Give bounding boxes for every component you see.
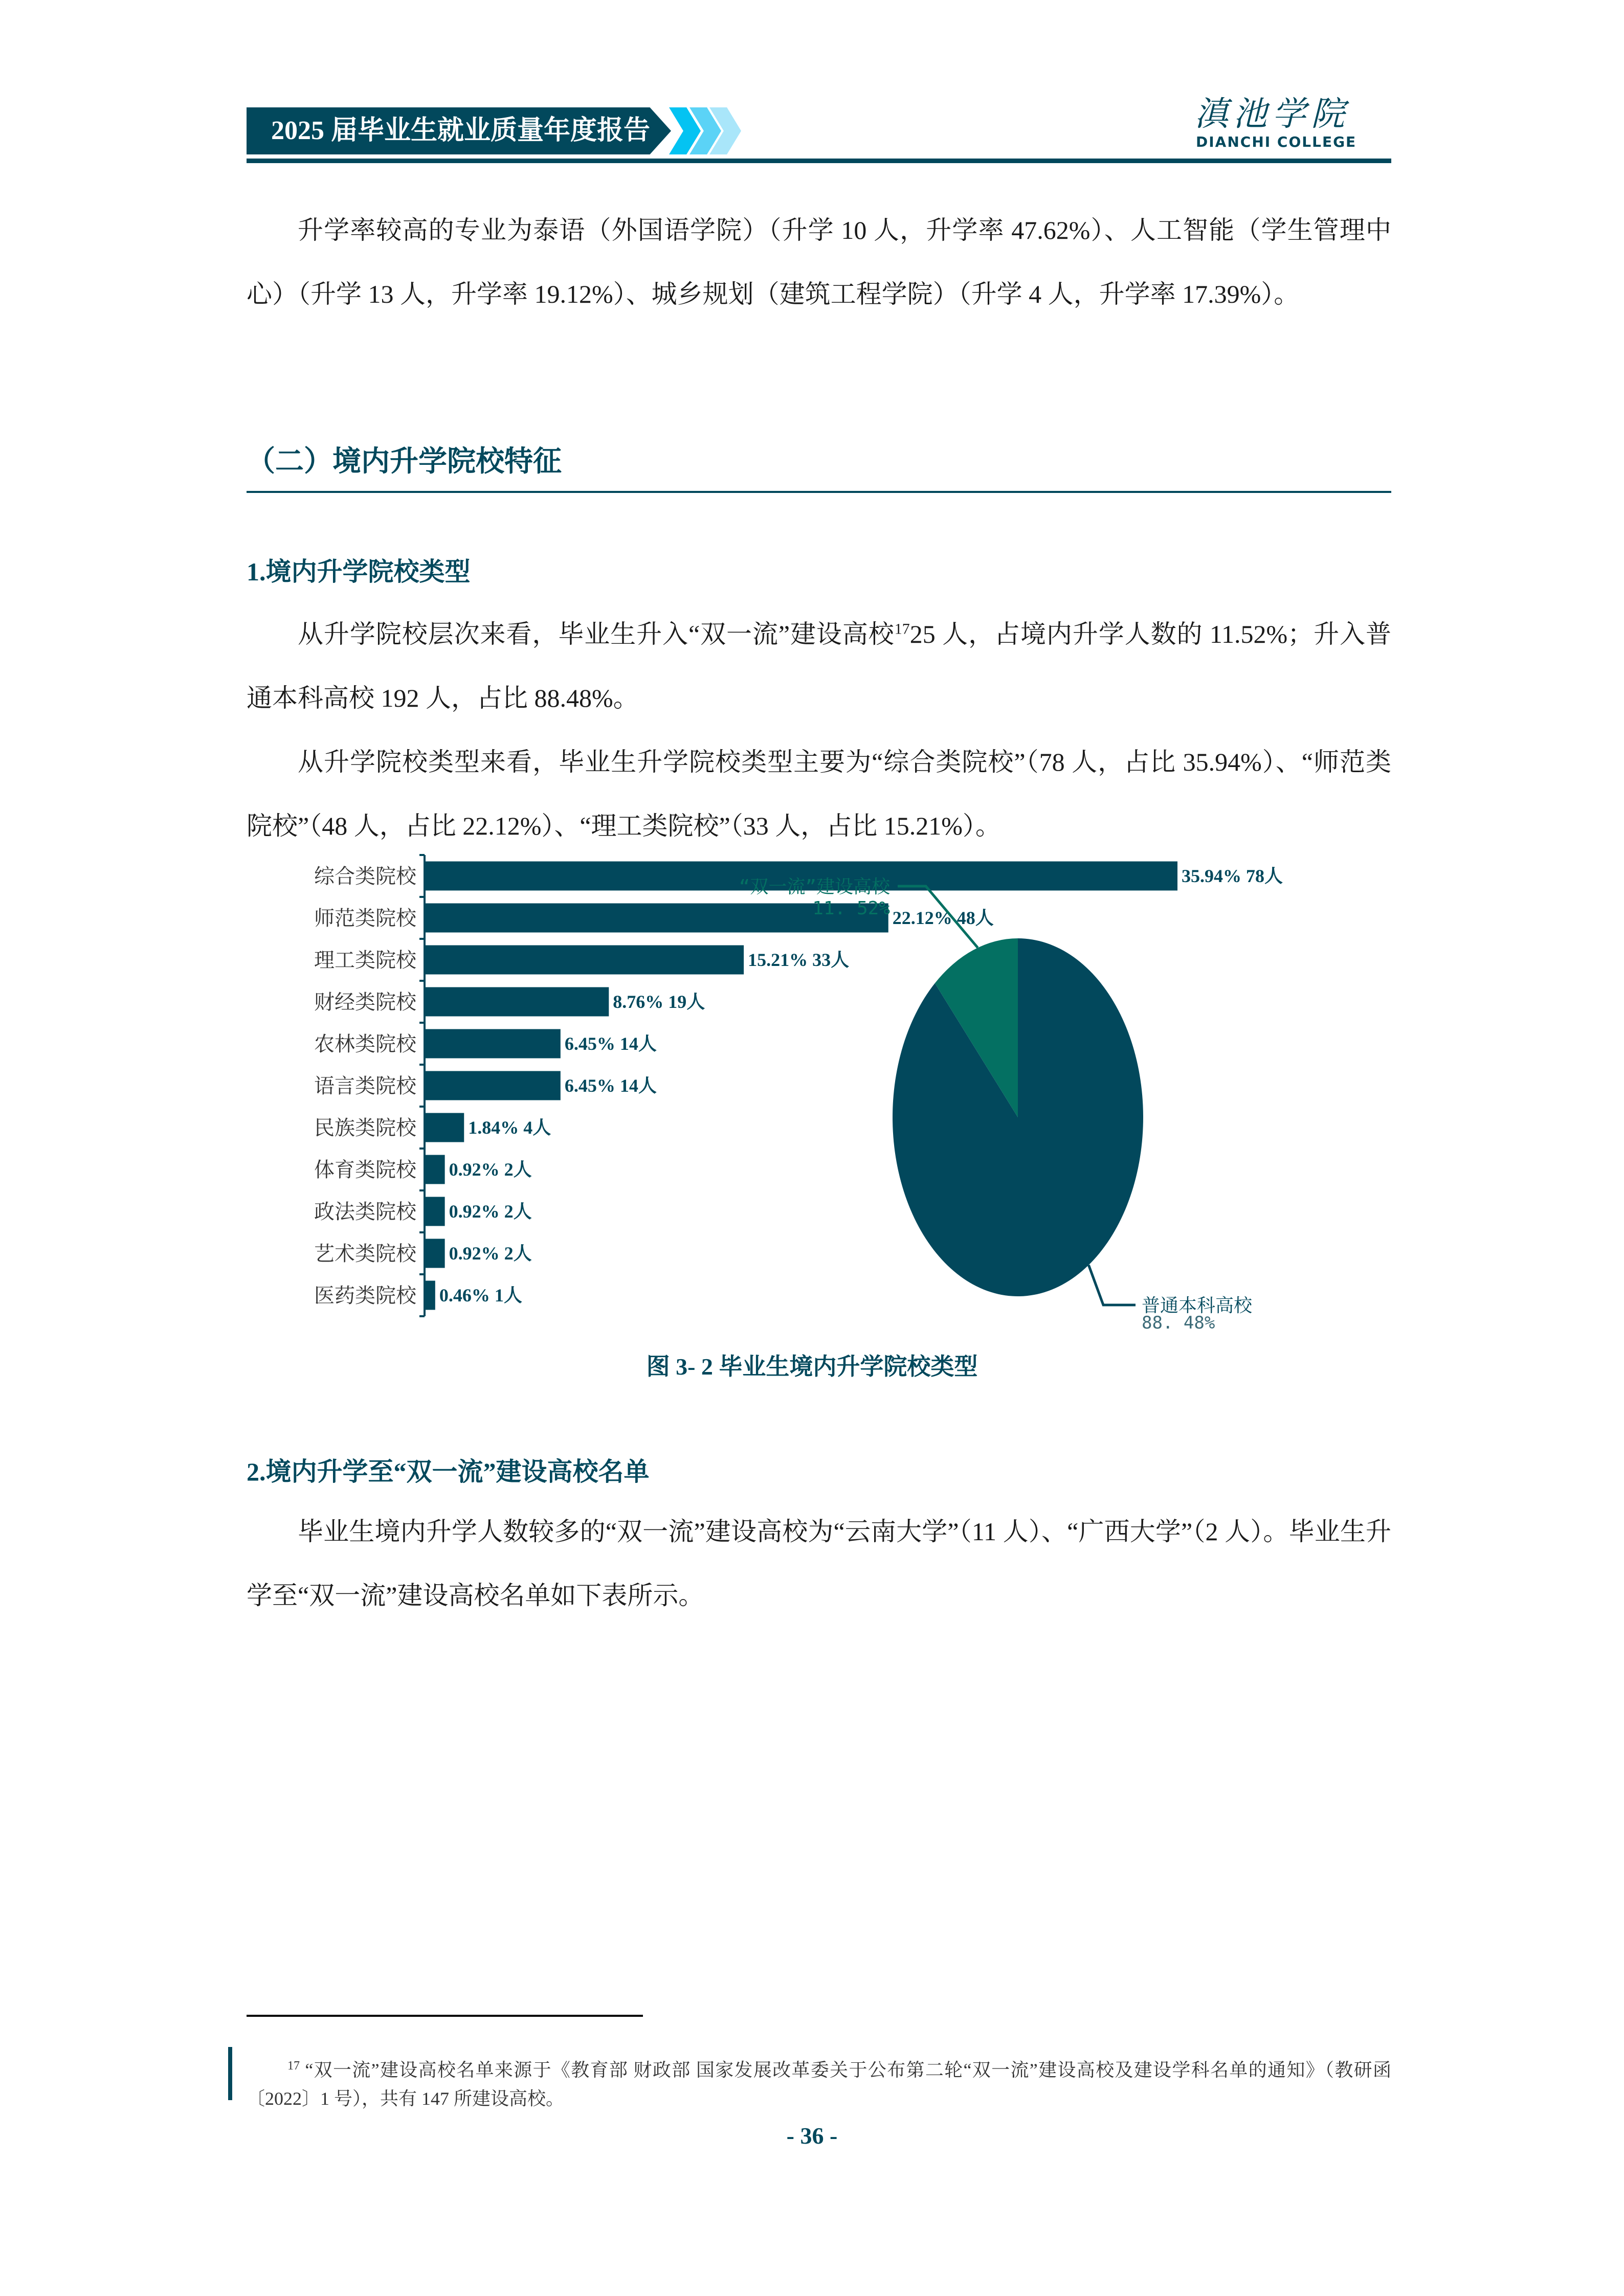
paragraph-type: 从升学院校类型来看，毕业生升学院校类型主要为“综合类院校”（78 人，占比 35.94%）、“师范类院校”（48 人，占比 22.12%）、“理工类院校”（33 人，占比 15.21%）。 — [247, 748, 1391, 840]
paragraph-text: 25 人，占境内升学人数的 11.52%；升入普通本科高校 192 人，占比 88.48%。 — [247, 620, 1391, 712]
bar-value-label: 15.21% 33人 — [748, 950, 850, 970]
category-label: 语言类院校 — [314, 1074, 416, 1097]
bar — [426, 1113, 464, 1142]
report-title: 2025 届毕业生就业质量年度报告 — [271, 116, 651, 145]
bar-value-label: 22.12% 48人 — [892, 908, 994, 928]
category-label: 理工类院校 — [314, 949, 416, 972]
bar-value-label: 0.46% 1人 — [439, 1285, 522, 1305]
category-label: 艺术类院校 — [314, 1242, 416, 1265]
pie-chart — [739, 876, 1253, 1330]
bar-value-label: 6.45% 14人 — [564, 1075, 657, 1096]
bar — [426, 987, 609, 1017]
subsection-heading-1: 1.境内升学院校类型 — [247, 557, 471, 586]
bar-value-label: 0.92% 2人 — [449, 1243, 532, 1264]
footnote-accent-bar — [228, 2047, 232, 2100]
pie-label-name: 普通本科高校 — [1142, 1295, 1253, 1316]
bar — [426, 1197, 445, 1226]
category-label: 政法类院校 — [314, 1200, 416, 1223]
paragraph-level — [247, 602, 1391, 730]
bar — [426, 1071, 561, 1100]
category-label: 师范类院校 — [314, 907, 416, 930]
bar-value-label: 35.94% 78人 — [1182, 866, 1283, 886]
bar — [426, 946, 744, 975]
leader-line — [1088, 1265, 1136, 1305]
college-logo-english: DIANCHI COLLEGE — [1196, 133, 1357, 150]
bar — [426, 1239, 445, 1268]
section-heading: （二）境内升学院校特征 — [247, 446, 562, 478]
bar-value-label: 0.92% 2人 — [449, 1159, 532, 1180]
pie-label-value: 88. 48% — [1142, 1313, 1215, 1330]
category-label: 财经类院校 — [314, 991, 416, 1014]
pie-label-name: “双一流”建设高校 — [739, 876, 890, 897]
school-type-chart — [276, 849, 1391, 1330]
header-divider — [247, 159, 1391, 163]
bar — [426, 1281, 435, 1310]
category-label: 综合类院校 — [314, 865, 416, 888]
pie-label-value: 11. 52% — [812, 898, 890, 919]
category-label: 体育类院校 — [314, 1158, 416, 1181]
category-label: 医药类院校 — [314, 1284, 416, 1307]
bar-value-label: 6.45% 14人 — [564, 1033, 657, 1054]
subsection-heading-2: 2.境内升学至“双一流”建设高校名单 — [247, 1457, 650, 1486]
college-logo-chinese: 滇池学院 — [1194, 94, 1350, 133]
footnote-divider — [247, 2015, 643, 2017]
section-divider — [247, 491, 1391, 493]
bar-value-label: 8.76% 19人 — [613, 992, 705, 1012]
paragraph-double-first-class: 毕业生境内升学人数较多的“双一流”建设高校为“云南大学”（11 人）、“广西大学”（2 人）。毕业生升学至“双一流”建设高校名单如下表所示。 — [247, 1517, 1391, 1610]
category-label: 农林类院校 — [314, 1032, 416, 1055]
intro-paragraph: 升学率较高的专业为泰语（外国语学院）（升学 10 人，升学率 47.62%）、人工智能（学生管理中心）（升学 13 人，升学率 19.12%）、城乡规划（建筑工程学院）（升学 4 人，升学率 17.39%）。 — [247, 216, 1391, 308]
footnote-ref[interactable]: 17 — [894, 620, 910, 638]
footnote-text: “双一流”建设高校名单来源于《教育部 财政部 国家发展改革委关于公布第二轮“双一流”建设高校及建设学科名单的通知》（教研函〔2022〕1 号），共有 147 所建设高校。 — [247, 2060, 1392, 2109]
footnote — [247, 2056, 1391, 2113]
category-label: 民族类院校 — [314, 1116, 416, 1139]
paragraph-text: 从升学院校层次来看，毕业生升入“双一流”建设高校 — [298, 620, 895, 648]
page-number: - 36 - — [786, 2123, 838, 2149]
figure-caption: 图 3- 2 毕业生境内升学院校类型 — [646, 1354, 978, 1380]
footnote-number: 17 — [287, 2059, 300, 2073]
bar-value-label: 1.84% 4人 — [468, 1117, 551, 1138]
bar — [426, 1155, 445, 1184]
bar — [426, 1029, 561, 1059]
bar-value-label: 0.92% 2人 — [449, 1201, 532, 1222]
